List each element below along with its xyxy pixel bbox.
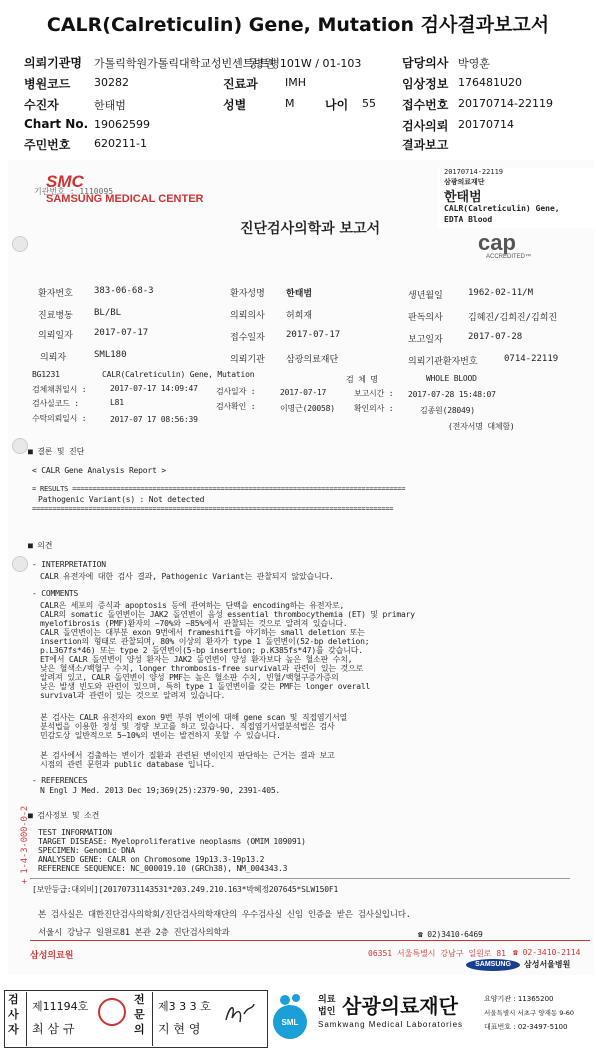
label-number: 20170714-22119 xyxy=(444,168,504,176)
technician-license: 제11194호 xyxy=(32,1000,89,1013)
header-value: 박영훈 xyxy=(458,57,490,70)
field-label: 검사실코드 : xyxy=(32,399,79,408)
comment-line: 민감도상 일반적으로 5~10%의 변이는 발견하지 못할 수 있습니다. xyxy=(40,731,281,740)
field-value: L81 xyxy=(110,398,124,407)
field-value: 2017-07-28 xyxy=(468,332,523,342)
specialist-label: 전문의 xyxy=(134,993,145,1036)
field-value: 허희재 xyxy=(286,311,313,321)
security-log: [보안등급:대외비][20170731143531*203.249.210.163*박혜정207645*SLW150F1 xyxy=(32,885,339,894)
punch-hole xyxy=(12,556,28,572)
header-value: 가톨릭학원가톨릭대학교성빈센트병원 xyxy=(94,57,275,70)
field-label: 진료병동 xyxy=(38,311,73,321)
field-label: 환자번호 xyxy=(38,289,73,299)
calr-report-heading: < CALR Gene Analysis Report > xyxy=(32,466,166,475)
signature-note: (전자서명 대체함) xyxy=(448,422,515,431)
header-label: 임상정보 xyxy=(402,77,449,91)
comment-line: 알려져 있고, CALR 돌연변이 양성 PMF는 높은 혈소판 수치, 빈혈/백혈구증가증의 xyxy=(40,673,339,682)
header-value: 30282 xyxy=(94,76,129,89)
field-value: 2017-07 17 08:56:39 xyxy=(110,415,198,424)
section-conclusion: ■ 결론 및 진단 xyxy=(28,447,85,456)
test-info-line: REFERENCE SEQUENCE: NC_000019.10 (GRCh38), NM_004343.3 xyxy=(38,864,288,873)
field-label: 의뢰의사 xyxy=(230,311,265,321)
field-value: 한태범 xyxy=(286,289,313,299)
test-code: BG1231 xyxy=(32,370,60,379)
header-label: 수진자 xyxy=(24,98,59,112)
field-value: 김종원(28049) xyxy=(420,406,475,415)
field-value: 2017-07-17 14:09:47 xyxy=(110,384,198,393)
comment-line: insertion의 형태로 관찰되며, 80% 이상의 환자가 type 1 돌연변이(52-bp deletion; xyxy=(40,637,370,646)
org-info: 요양기관 : 11365200 xyxy=(484,995,554,1003)
scanned-report xyxy=(8,160,594,975)
comment-line: ET에서 CALR 돌연변이 양성 환자는 JAK2 돌연변이 양성 환자보다 높은 혈소판 수치, xyxy=(40,655,353,664)
references-heading: - REFERENCES xyxy=(32,776,88,785)
report-title: CALR(Calreticulin) Gene, Mutation 검사결과보고서 xyxy=(46,14,550,36)
field-value: 383-06-68-3 xyxy=(94,286,154,296)
field-value: 2017-07-17 xyxy=(94,328,149,338)
header-label: 나이 xyxy=(325,98,349,112)
specialist-license: 제3 3 3 호 xyxy=(158,1000,211,1013)
field-label: 환자성명 xyxy=(230,289,265,299)
hospital-phone: ☎ 02-3410-2114 xyxy=(513,948,581,957)
hospital-address: 06351 서울특별시 강남구 일원로 81 xyxy=(368,949,506,958)
comment-line: 낮은 발생 빈도와 관련이 있으며, 특히 type 1 돌연변이를 갖는 PMF는 longer overall xyxy=(40,682,371,691)
section-test-info: ■ 검사정보 및 소견 xyxy=(28,811,100,820)
section-opinion: ■ 의견 xyxy=(28,541,53,550)
field-label: 의뢰일자 xyxy=(38,331,73,341)
label-hospital: 삼광의료재단 xyxy=(444,178,485,186)
label-patient: 한태범 xyxy=(444,190,482,205)
header-label: 의뢰기관명 xyxy=(24,56,82,70)
org-info: 대표번호 : 02-3497-5100 xyxy=(484,1023,568,1031)
field-value: 김혜진/김희진/김희진 xyxy=(468,313,558,323)
comment-line: myelofibrosis (PMF)환자의 ~70%와 ~85%에서 관찰되는 것으로 알려져 있습니다. xyxy=(40,619,348,628)
test-info-line: SPECIMEN: Genomic DNA xyxy=(38,846,135,855)
header-value: 19062599 xyxy=(94,118,150,131)
comment-line: CALR 돌연변이는 대부분 exon 9번에서 frameshift를 야기하는 small deletion 또는 xyxy=(40,628,365,637)
header-value: M xyxy=(285,97,295,110)
header-value: 20170714-22119 xyxy=(458,97,553,110)
test-info-line: TARGET DISEASE: Myeloproliferative neoplasms (OMIM 109091) xyxy=(38,837,306,846)
header-value: IMH xyxy=(285,76,307,89)
divider xyxy=(152,992,153,1046)
field-label: 확인의사 : xyxy=(354,404,394,413)
reference-text: N Engl J Med. 2013 Dec 19;369(25):2379-90, 2391-405. xyxy=(40,786,281,795)
interpretation-heading: - INTERPRETATION xyxy=(32,560,106,569)
field-label: 검사일자 : xyxy=(216,387,256,396)
label-tube: EDTA Blood xyxy=(444,215,493,224)
field-label: 판독의사 xyxy=(408,313,443,323)
certification-text: 본 검사실은 대한진단검사의학회/진단검사의학재단의 우수검사실 신임 인증을 받은 검사실입니다. xyxy=(38,910,411,920)
field-label: 검사확인 : xyxy=(216,402,256,411)
field-label: 생년월일 xyxy=(408,291,443,301)
comments-heading: - COMMENTS xyxy=(32,589,79,598)
comment-line: 분석법을 이용한 정성 및 정량 보고를 하고 있습니다. 직접염기서열분석법은 검사 xyxy=(40,722,335,731)
org-name-en: Samkwang Medical Laboratories xyxy=(318,1020,464,1029)
field-label: 의뢰기관 xyxy=(230,355,265,365)
org-name: 삼광의료재단 xyxy=(342,994,458,1018)
field-value: BL/BL xyxy=(94,308,122,318)
signature-footer xyxy=(0,986,596,1052)
test-info-heading: TEST INFORMATION xyxy=(38,828,112,837)
sml-logo xyxy=(272,992,308,1042)
sml-logo-text: SML xyxy=(281,1018,299,1027)
label-test: CALR(Calreticulin) Gene, xyxy=(444,204,560,213)
header-value: 동트병101W / 01-103 xyxy=(248,57,362,70)
header-label: 검사의뢰 xyxy=(402,119,449,133)
field-value: SML180 xyxy=(94,350,127,360)
header-value: 20170714 xyxy=(458,118,514,131)
field-value: 2017-07-17 xyxy=(286,330,341,340)
org-info: 서울특별시 서초구 양재동 9-60 xyxy=(484,1009,575,1017)
specimen-label: 검 체 명 xyxy=(346,375,378,384)
header-value: 한태범 xyxy=(94,99,126,112)
department-address: 서울시 강남구 일원로81 본관 2층 진단검사의학과 xyxy=(38,928,230,938)
technician-name: 최 삼 규 xyxy=(32,1022,75,1036)
comment-line: survival과 관련이 있는 것으로 알려져 있습니다. xyxy=(40,691,226,700)
margin-stamp: + 1-4-3-000-0-2 xyxy=(20,805,31,885)
comment-line: 본 검사는 CALR 유전자의 exon 9번 부위 변이에 대해 gene scan 및 직접염기서열 xyxy=(40,713,348,722)
sample-label xyxy=(438,168,594,228)
header-value: 55 xyxy=(362,97,376,110)
field-label: 검체채취일시 : xyxy=(32,385,87,394)
results-divider: ========================================================================================== xyxy=(32,505,394,513)
header-label: 주민번호 xyxy=(24,138,71,152)
header-label: 담당의사 xyxy=(402,56,449,70)
header-value: 176481U20 xyxy=(458,76,523,89)
divider xyxy=(30,878,570,879)
comment-line: CALR은 세포의 증식과 apoptosis 등에 관여하는 단백을 encoding하는 유전자로, xyxy=(40,601,345,610)
comment-line: 본 검사에서 검출하는 변이가 질환과 관련된 변이인지 판단하는 근거는 결과 보고 xyxy=(40,751,335,760)
field-value: 삼광의료재단 xyxy=(286,355,339,365)
cap-accredited: ACCREDITED™ xyxy=(486,254,532,260)
specimen-value: WHOLE BLOOD xyxy=(426,374,477,383)
institution-number: 기관번호 : 1110095 xyxy=(34,187,114,196)
field-label: 의뢰자 xyxy=(40,353,67,363)
smc-footer-logo: 삼성의료원 xyxy=(30,951,74,961)
field-value: 이명근(20058) xyxy=(280,404,335,413)
samsung-logo: SAMSUNG xyxy=(466,959,520,971)
header-label: 결과보고 xyxy=(402,138,449,152)
test-name: CALR(Calreticulin) Gene, Mutation xyxy=(102,370,255,379)
smc-logo: SMC xyxy=(46,172,84,191)
punch-hole xyxy=(12,236,28,252)
comment-line: p.L367fs*46) 또는 type 2 돌연변이(5-bp insertion; p.K385fs*47)를 갖습니다. xyxy=(40,646,363,655)
center-name: SAMSUNG MEDICAL CENTER xyxy=(46,193,204,205)
org-type: 의료 xyxy=(318,995,336,1005)
comment-line: 낮은 혈색소/백혈구 수치, longer thrombosis-free survival과 관련이 있는 것으로 xyxy=(40,664,364,673)
field-value: 2017-07-28 15:48:07 xyxy=(408,390,496,399)
interpretation-text: CALR 유전자에 대한 검사 결과, Pathogenic Variant는 관찰되지 않았습니다. xyxy=(40,572,334,581)
seal-stamp xyxy=(98,998,126,1026)
comment-line: CALR의 somatic 돌연변이는 JAK2 돌연변이 음성 essential thrombocythemia (ET) 및 primary xyxy=(40,610,415,619)
test-info-line: ANALYSED GENE: CALR on Chromosome 19p13.3-19p13.2 xyxy=(38,855,265,864)
field-value: 0714-22119 xyxy=(504,354,559,364)
divider xyxy=(26,992,27,1046)
field-label: 의뢰기관환자번호 xyxy=(408,357,478,367)
results-divider: = RESULTS =================================================================================== xyxy=(32,485,406,493)
report-name: 진단검사의학과 보고서 xyxy=(240,221,381,237)
footer-rule xyxy=(30,940,590,941)
specialist-name: 지 현 영 xyxy=(158,1022,201,1036)
header-label: 접수번호 xyxy=(402,98,449,112)
header-label: 성별 xyxy=(223,98,247,112)
department-phone: ☎ 02)3410-6469 xyxy=(418,930,483,939)
field-label: 보고일자 xyxy=(408,335,443,345)
cap-logo: cap xyxy=(478,230,516,255)
pathogenic-variant-result: Pathogenic Variant(s) : Not detected xyxy=(38,495,205,504)
technician-label: 검사자 xyxy=(8,993,19,1036)
field-label: 접수일자 xyxy=(230,333,265,343)
field-value: 2017-07-17 xyxy=(280,388,327,397)
punch-hole xyxy=(12,438,28,454)
comment-line: 시점의 관련 문헌과 public database 입니다. xyxy=(40,760,216,769)
header-label: 진료과 xyxy=(223,77,258,91)
field-label: 수탁의뢰일시 : xyxy=(32,414,87,423)
header-value: 620211-1 xyxy=(94,137,147,150)
org-type: 법인 xyxy=(318,1007,336,1017)
header-label: Chart No. xyxy=(24,117,89,131)
field-label: 보고시간 : xyxy=(354,389,394,398)
field-value: 1962-02-11/M xyxy=(468,288,534,298)
handwritten-signature xyxy=(222,1000,258,1028)
hospital-name: 삼성서울병원 xyxy=(524,960,571,969)
header-label: 병원코드 xyxy=(24,77,71,91)
